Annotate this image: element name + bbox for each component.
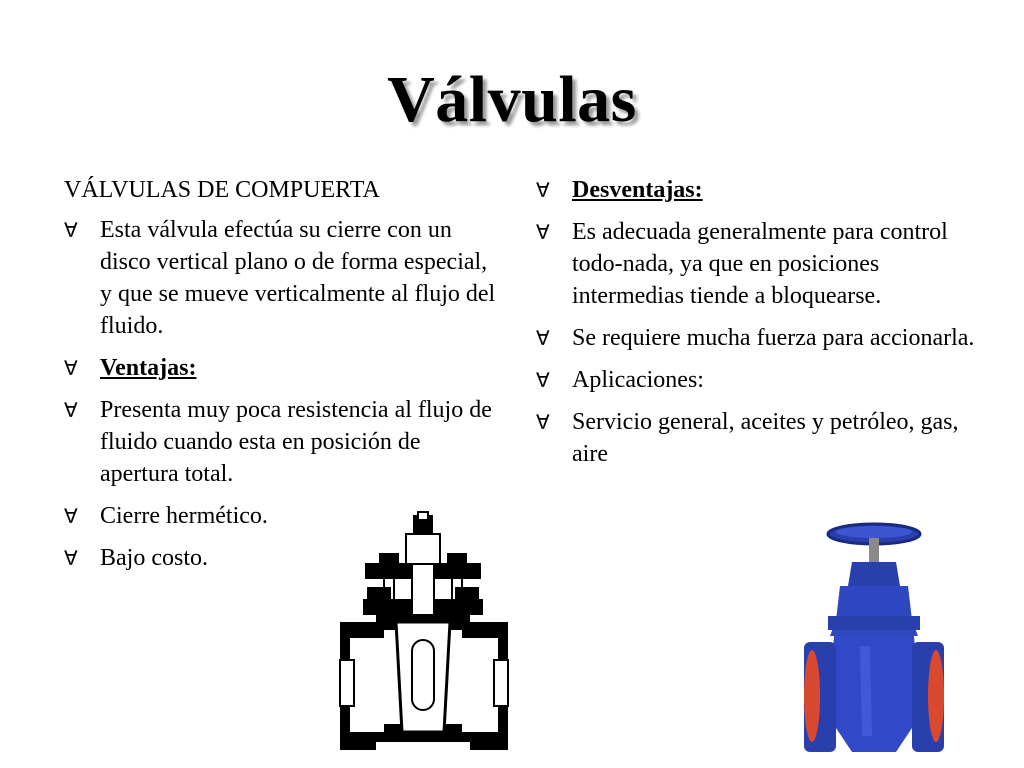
list-item [536, 364, 976, 396]
bullet-text: Bajo costo. [100, 545, 208, 571]
right-bullet-list [536, 174, 976, 470]
bullet-icon: ∀ [64, 356, 78, 380]
list-item [64, 214, 504, 342]
gate-valve-drawing [336, 510, 516, 760]
bullet-icon: ∀ [536, 326, 550, 350]
bullet-icon: ∀ [64, 398, 78, 422]
bullet-icon: ∀ [536, 368, 550, 392]
list-item [64, 352, 504, 384]
bullet-icon: ∀ [64, 504, 78, 528]
bullet-icon: ∀ [536, 220, 550, 244]
list-item [536, 322, 976, 354]
blue-gate-valve-photo [800, 516, 950, 756]
bullet-text: Aplicaciones: [572, 367, 704, 393]
list-item [536, 406, 976, 470]
list-item [536, 174, 976, 206]
bullet-icon: ∀ [536, 178, 550, 202]
slide-title: Válvulas [387, 63, 637, 136]
advantages-label: Ventajas: [100, 355, 197, 381]
disadvantages-label: Desventajas: [572, 177, 703, 203]
bullet-icon: ∀ [64, 546, 78, 570]
section-heading: VÁLVULAS DE COMPUERTA [64, 177, 380, 203]
bullet-text: Es adecuada generalmente para control todo-nada, ya que en posiciones intermedias tiende a bloquearse. [572, 219, 948, 309]
bullet-text: Esta válvula efectúa su cierre con un disco vertical plano o de forma especial, y que se mueve verticalmente al flujo del fluido. [100, 217, 496, 339]
bullet-text: Presenta muy poca resistencia al flujo de fluido cuando esta en posición de apertura total. [100, 397, 492, 487]
right-column [536, 174, 976, 480]
bullet-text: Se requiere mucha fuerza para accionarla. [572, 325, 975, 351]
bullet-icon: ∀ [64, 218, 78, 242]
bullet-text: Servicio general, aceites y petróleo, gas, aire [572, 409, 959, 467]
bullet-text: Cierre hermético. [100, 503, 268, 529]
bullet-icon: ∀ [536, 410, 550, 434]
list-item [536, 216, 976, 312]
list-item [64, 394, 504, 490]
